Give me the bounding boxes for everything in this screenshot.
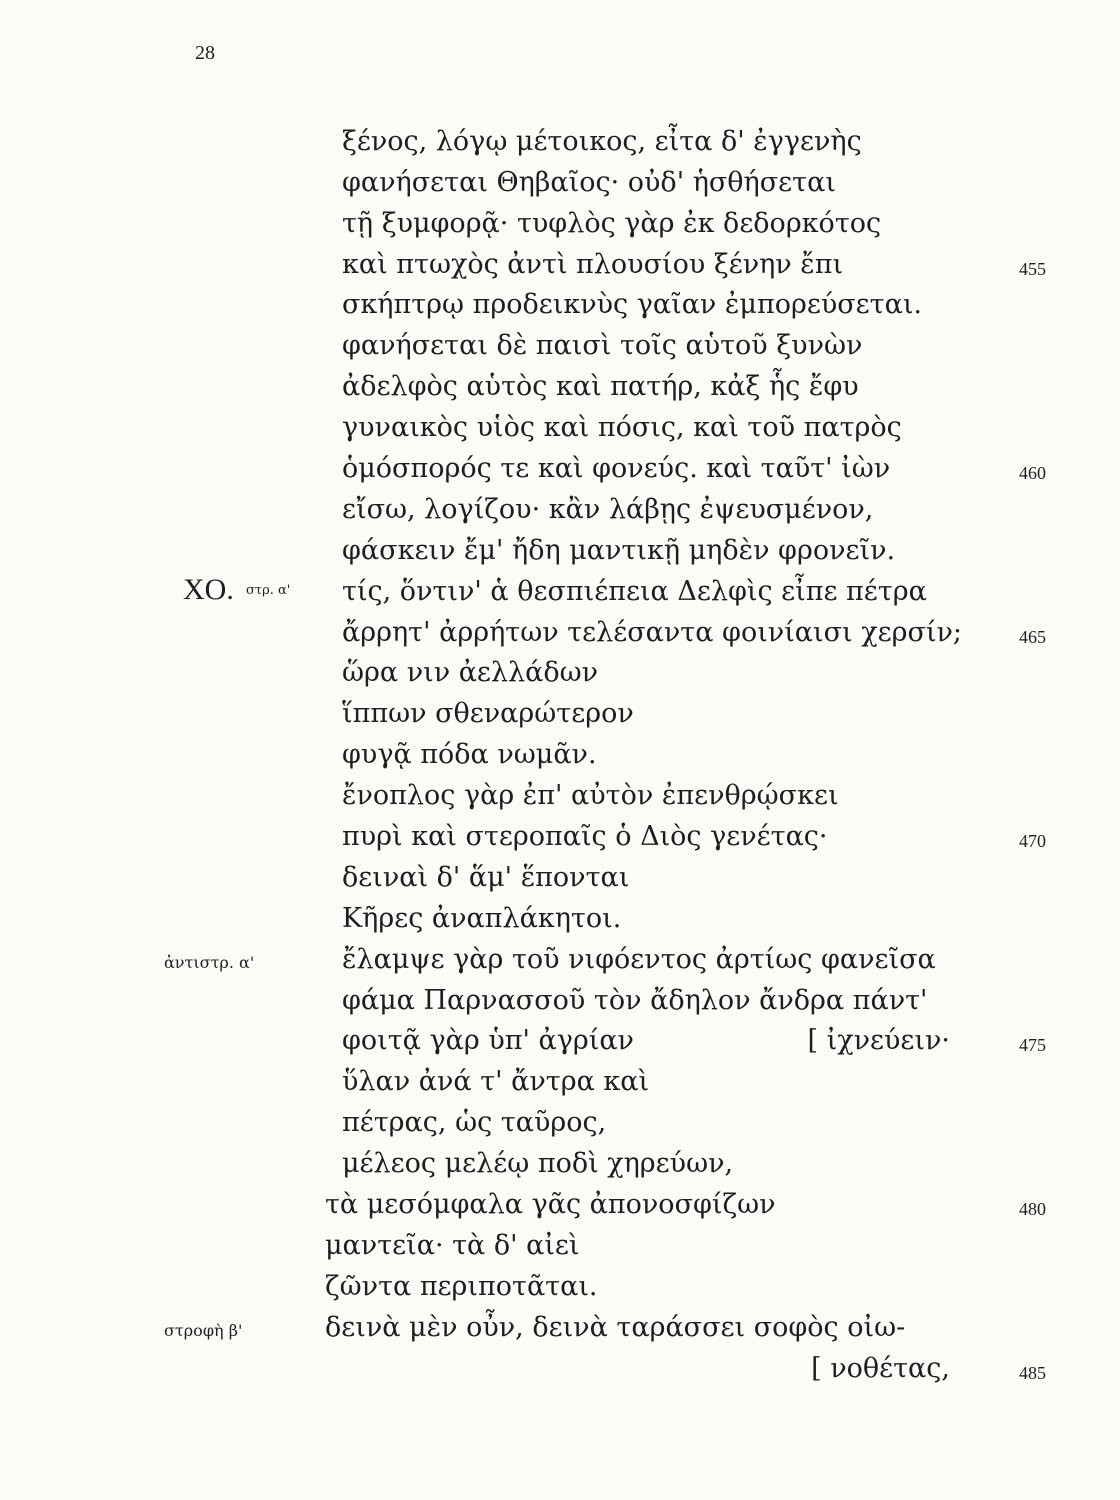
- verse-line: [0, 202, 1120, 243]
- verse-line: [0, 529, 1120, 570]
- verse-text: καὶ πτωχὸς ἀντὶ πλουσίου ξένην ἔπι: [342, 248, 844, 280]
- verse-text: ὕλαν ἀνά τ' ἄντρα καὶ: [342, 1066, 650, 1098]
- verse-text: ἔλαμψε γὰρ τοῦ νιφόεντος ἀρτίως φανεῖσα: [342, 943, 936, 975]
- verse-line: [0, 611, 1120, 652]
- page-number: 28: [195, 42, 215, 64]
- verse-text-continuation: [ ἰχνεύειν·: [807, 1025, 950, 1057]
- verse-line: [0, 897, 1120, 938]
- antistrophe-label: ἀντιστρ. α': [164, 952, 255, 972]
- verse-text: Κῆρες ἀναπλάκητοι.: [342, 902, 622, 934]
- verse-text: ἔνοπλος γὰρ ἐπ' αὐτὸν ἐπενθρῴσκει: [342, 780, 839, 812]
- verse-line: [0, 406, 1120, 447]
- verse-text: γυναικὸς υἱὸς καὶ πόσις, καὶ τοῦ πατρὸς: [342, 412, 902, 444]
- verse-text: εἴσω, λογίζου· κἂν λάβῃς ἐψευσμένον,: [342, 493, 874, 525]
- verse-text: δειναὶ δ' ἅμ' ἕπονται: [342, 861, 630, 893]
- line-number: 455: [1019, 258, 1046, 279]
- verse-text: δεινὰ μὲν οὖν, δεινὰ ταράσσει σοφὸς οἰω-: [325, 1311, 906, 1343]
- verse-block: [0, 120, 1120, 1388]
- verse-text: μαντεῖα· τὰ δ' αἰεὶ: [325, 1229, 580, 1261]
- verse-text: μέλεος μελέῳ ποδὶ χηρεύων,: [342, 1148, 734, 1180]
- verse-text: φανήσεται Θηβαῖος· οὐδ' ἡσθήσεται: [342, 166, 836, 198]
- verse-line: [0, 1306, 1120, 1347]
- verse-line: [0, 733, 1120, 774]
- line-number: 480: [1019, 1199, 1046, 1220]
- verse-line: [0, 1224, 1120, 1265]
- verse-text-continuation: [ νοθέτας,: [811, 1352, 950, 1384]
- verse-line: [0, 488, 1120, 529]
- verse-text: τὰ μεσόμφαλα γᾶς ἀπονοσφίζων: [325, 1189, 776, 1221]
- verse-text: φοιτᾷ γὰρ ὑπ' ἀγρίαν: [342, 1025, 634, 1057]
- verse-line: [0, 1265, 1120, 1306]
- line-number: 475: [1019, 1035, 1046, 1056]
- verse-line: [0, 324, 1120, 365]
- verse-line: [0, 938, 1120, 979]
- verse-line: [0, 1060, 1120, 1101]
- verse-text: ἄρρητ' ἀρρήτων τελέσαντα φοινίαισι χερσίν;: [342, 616, 962, 648]
- verse-line: [0, 161, 1120, 202]
- verse-text: ἵππων σθεναρώτερον: [342, 698, 634, 730]
- verse-text: φάμα Παρνασσοῦ τὸν ἄδηλον ἄνδρα πάντ': [342, 984, 928, 1016]
- verse-text: φυγᾷ πόδα νωμᾶν.: [342, 739, 597, 771]
- verse-text: ἀδελφὸς αὑτὸς καὶ πατήρ, κἀξ ἧς ἔφυ: [342, 371, 859, 403]
- verse-line: [0, 856, 1120, 897]
- verse-text: τίς, ὅντιν' ἁ θεσπιέπεια Δελφὶς εἶπε πέτρα: [342, 575, 927, 607]
- verse-line: [0, 1347, 1120, 1388]
- verse-line: [0, 815, 1120, 856]
- verse-text: ὥρα νιν ἀελλάδων: [342, 657, 599, 689]
- verse-text: τῇ ξυμφορᾷ· τυφλὸς γὰρ ἐκ δεδορκότος: [342, 207, 882, 239]
- verse-line: [0, 692, 1120, 733]
- line-number: 465: [1019, 626, 1046, 647]
- verse-text: πυρὶ καὶ στεροπαῖς ὁ Διὸς γενέτας·: [342, 821, 828, 853]
- line-number: 470: [1019, 831, 1046, 852]
- line-number: 485: [1019, 1362, 1046, 1383]
- verse-line: [0, 1142, 1120, 1183]
- verse-line: [0, 1101, 1120, 1142]
- verse-text: φανήσεται δὲ παισὶ τοῖς αὑτοῦ ξυνὼν: [342, 330, 863, 362]
- verse-line: [0, 365, 1120, 406]
- speaker-label: ΧΟ.: [183, 572, 234, 606]
- strophe-label: στροφὴ β': [164, 1320, 243, 1340]
- verse-line: [0, 570, 1120, 611]
- verse-line: [0, 774, 1120, 815]
- verse-text: ὁμόσπορός τε καὶ φονεύς. καὶ ταῦτ' ἰὼν: [342, 453, 891, 485]
- verse-line: [0, 447, 1120, 488]
- verse-line: [0, 652, 1120, 693]
- verse-line: [0, 284, 1120, 325]
- verse-text: σκήπτρῳ προδεικνὺς γαῖαν ἐμπορεύσεται.: [342, 289, 922, 321]
- verse-line: [0, 1183, 1120, 1224]
- verse-text: φάσκειν ἔμ' ἤδη μαντικῇ μηδὲν φρονεῖν.: [342, 534, 896, 566]
- verse-line: [0, 120, 1120, 161]
- verse-text: ξένος, λόγῳ μέτοικος, εἶτα δ' ἐγγενὴς: [342, 125, 862, 157]
- verse-line: [0, 1020, 1120, 1061]
- verse-line: [0, 979, 1120, 1020]
- line-number: 460: [1019, 463, 1046, 484]
- verse-text: ζῶντα περιποτᾶται.: [325, 1270, 598, 1302]
- strophe-label: στρ. α': [246, 582, 291, 598]
- verse-text: πέτρας, ὡς ταῦρος,: [342, 1107, 607, 1139]
- verse-line: [0, 243, 1120, 284]
